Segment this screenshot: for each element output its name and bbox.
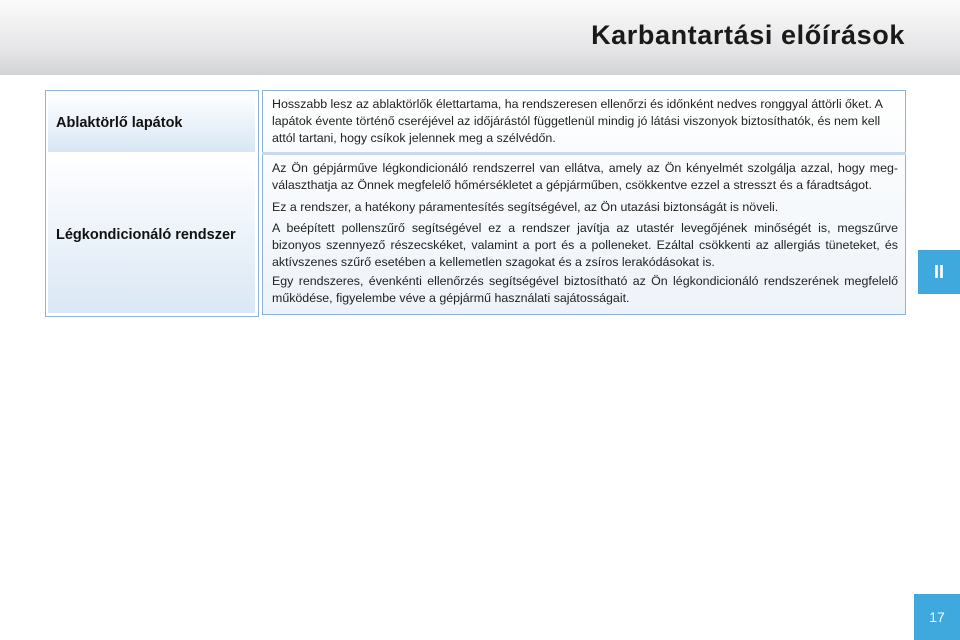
aircon-paragraph-1: Az Ön gépjárműve légkondicionáló rendszerrel van ellátva, amely az Ön kényelmét szolgálja azzal, hogy megválaszthatja az Önnek megfelelő hőmérsékletet a gépjárműben, csökkentve ezzel a stresszt és a fáradtságot. <box>272 161 898 192</box>
section-divider <box>262 152 906 155</box>
page-title: Karbantartási előírások <box>591 20 905 50</box>
section-label-wipers: Ablaktörlő lapátok <box>48 93 255 152</box>
page-header <box>0 0 960 75</box>
chapter-tab: II <box>918 250 960 294</box>
aircon-paragraph-3: A beépített pollenszűrő segítségével ez a rendszer javítja az utastér levegőjének minőségét is, megszűrve bizonyos szennyező részecskéket, valamint a port és a polleneket. Ezáltal csökkenti az allergiás tüneteket, és aktívszenes szűrő esetében a kellemetlen szagokat és a zsíros lerakódásokat is. <box>272 221 898 269</box>
section-label-column <box>45 90 259 317</box>
wipers-paragraph: Hosszabb lesz az ablaktörlők élettartama, ha rendszeresen ellenőrzi és időnként nedves ronggyal áttörli őket. A lapátok évente történő cseréjével az időjárástól függetlenül mindig jó látási viszonyok biztosíthatók, és nem kell attól tartani, hogy csíkok jelennek meg a szélvédőn. <box>272 97 883 145</box>
aircon-paragraph-4: Egy rendszeres, évenkénti ellenőrzés segítségével biztosítható az Ön légkondicionáló rendszerének megfelelő működése, figyelembe véve a gépjármű használati sajátosságait. <box>272 274 898 305</box>
aircon-paragraph-2: Ez a rendszer, a hatékony páramentesítés segítségével, az Ön utazási biztonságát is növeli. <box>272 200 779 214</box>
page-number: 17 <box>914 594 960 640</box>
section-label-aircon: Légkondicionáló rendszer <box>48 156 255 313</box>
